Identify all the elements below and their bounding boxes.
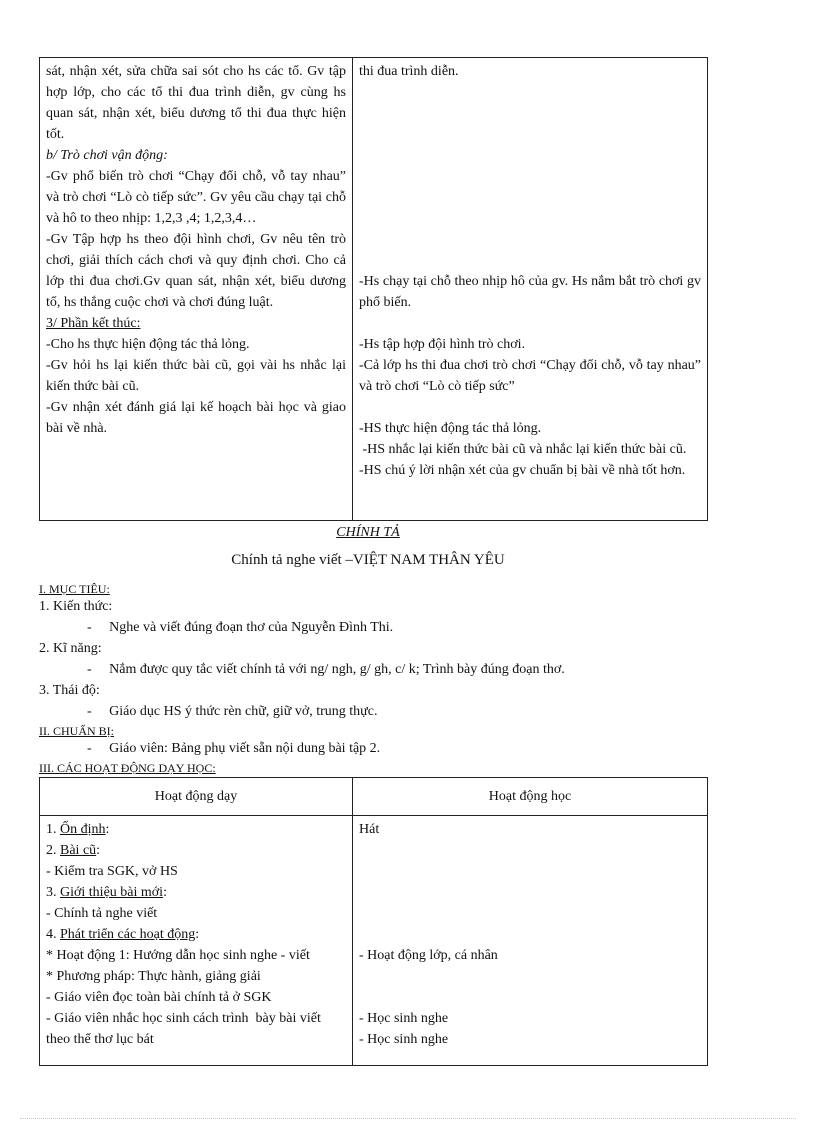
skill-label: 2. Kĩ năng:: [39, 641, 102, 656]
step-2: 2. Bài cũ:: [46, 843, 101, 858]
step-3-detail: - Chính tả nghe viết: [46, 906, 158, 921]
teaching-cell: [40, 816, 353, 1066]
left-para-4: -Cho hs thực hiện động tác thả lỏng.: [46, 337, 250, 352]
right-spacer-2: [359, 313, 701, 334]
page-footer-divider: [20, 1118, 796, 1119]
section-3-heading: III. CÁC HOẠT ĐỘNG DẠY HỌC:: [39, 761, 216, 775]
learn-spacer-1: [359, 840, 701, 945]
learn-4: - Học sinh nghe: [359, 1032, 449, 1047]
left-para-2: -Gv phổ biến trò chơi “Chạy đổi chỗ, vỗ tay nhau” và trò chơi “Lò cò tiếp sức”. Gv yêu cầu chạy tại chỗ và hô to theo nhịp: 1,2,3 ,4; 1,2,3,4…: [46, 169, 346, 226]
activity-1: * Hoạt động 1: Hướng dẫn học sinh nghe - viết: [46, 948, 310, 963]
right-para-3: -Hs tập hợp đội hình trò chơi.: [359, 337, 526, 352]
learn-spacer-2: [359, 966, 701, 1008]
top-table-right-cell: [353, 58, 708, 521]
right-para-5: -HS thực hiện động tác thả lỏng.: [359, 421, 542, 436]
learn-1: Hát: [359, 822, 380, 837]
top-activity-table: [39, 57, 708, 521]
right-para-1: thi đua trình diễn.: [359, 64, 459, 79]
header-learning: Hoạt động học: [353, 778, 708, 816]
section-1-heading: I. MỤC TIÊU:: [39, 582, 110, 596]
attitude-item: - Giáo dục HS ý thức rèn chữ, giữ vở, trung thực.: [87, 704, 378, 719]
learning-cell: [353, 816, 708, 1066]
left-para-6: -Gv nhận xét đánh giá lại kế hoạch bài học và giao bài về nhà.: [46, 400, 346, 436]
lesson-activity-table: [39, 777, 708, 1066]
method: * Phương pháp: Thực hành, giảng giải: [46, 969, 261, 984]
right-spacer-3: [359, 397, 701, 418]
step-2-detail: - Kiểm tra SGK, vở HS: [46, 864, 178, 879]
left-para-3: -Gv Tập hợp hs theo đội hình chơi, Gv nêu tên trò chơi, giải thích cách chơi và quy định chơi. Cho cả lớp thi đua chơi.Gv quan sát, nhận xét, biểu dương tổ, hs thắng cuộc chơi và chơi đúng luật.: [46, 232, 346, 310]
skill-item: - Nắm được quy tắc viết chính tả với ng/ ngh, g/ gh, c/ k; Trình bày đúng đoạn thơ.: [87, 662, 565, 677]
right-para-4: -Cả lớp hs thi đua chơi trò chơi “Chạy đổi chỗ, vỗ tay nhau” và trò chơi “Lò cò tiếp sức”: [359, 358, 701, 394]
learn-2: - Hoạt động lớp, cá nhân: [359, 948, 498, 963]
knowledge-label: 1. Kiến thức:: [39, 599, 113, 614]
left-heading-3: 3/ Phần kết thúc:: [46, 316, 141, 331]
step-3: 3. Giới thiệu bài mới:: [46, 885, 167, 900]
header-teaching: Hoạt động dạy: [40, 778, 353, 816]
step-4: 4. Phát triển các hoạt động:: [46, 927, 200, 942]
teacher-reminds: - Giáo viên nhắc học sinh cách trình bày bài viết theo thể thơ lục bát: [46, 1011, 325, 1047]
learn-3: - Học sinh nghe: [359, 1011, 449, 1026]
step-1: 1. Ổn định:: [46, 822, 110, 837]
knowledge-item: - Nghe và viết đúng đoạn thơ của Nguyễn Đình Thi.: [87, 620, 394, 635]
section-2-heading: II. CHUẨN BỊ:: [39, 724, 114, 738]
attitude-label: 3. Thái độ:: [39, 683, 100, 698]
right-para-6: -HS nhắc lại kiến thức bài cũ và nhắc lại kiến thức bài cũ.: [359, 442, 687, 457]
left-para-1: sát, nhận xét, sửa chữa sai sót cho hs các tổ. Gv tập hợp lớp, cho các tổ thi đua trình diễn, gv cùng hs quan sát, nhận xét, biểu dương tổ thi đua thực hiện tốt.: [46, 64, 346, 142]
right-para-2: -Hs chạy tại chỗ theo nhịp hô của gv. Hs nắm bắt trò chơi gv phổ biến.: [359, 274, 701, 310]
preparation-item: - Giáo viên: Bảng phụ viết sẵn nội dung bài tập 2.: [87, 741, 381, 756]
teacher-reads: - Giáo viên đọc toàn bài chính tả ở SGK: [46, 990, 272, 1005]
left-heading-b: b/ Trò chơi vận động:: [46, 148, 168, 163]
subtitle: Chính tả nghe viết –VIỆT NAM THÂN YÊU: [231, 552, 505, 568]
right-spacer-1: [359, 82, 701, 271]
top-table-left-cell: [40, 58, 353, 521]
right-para-7: -HS chú ý lời nhận xét của gv chuẩn bị bài về nhà tốt hơn.: [359, 463, 686, 478]
left-para-5: -Gv hỏi hs lại kiến thức bài cũ, gọi vài hs nhắc lại kiến thức bài cũ.: [46, 358, 346, 394]
page-title: CHÍNH TẢ: [336, 525, 400, 540]
